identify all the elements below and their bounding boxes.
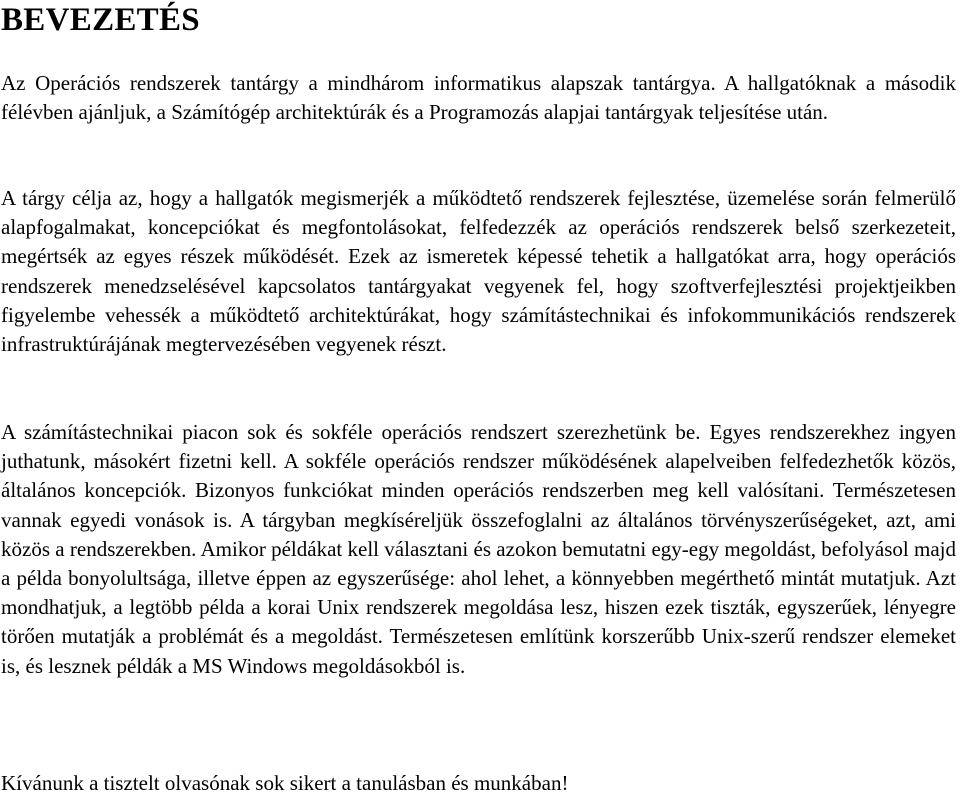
paragraph-intro: Az Operációs rendszerek tantárgy a mindhárom informatikus alapszak tantárgya. A hallgatóknak a második félévben ajánljuk, a Számítógép architektúrák és a Programozás alapjai tantárgyak teljesítése után. <box>1 71 956 125</box>
paragraph-course-goal: A tárgy célja az, hogy a hallgatók megismerjék a működtető rendszerek fejlesztése, üzemelése során felmerülő alapfogalmakat, koncepciókat és megfontolásokat, felfedezzék az operációs rendszerek belső szerkezeteit, megértsék az egyes részek működését. Ezek az ismeretek képessé tehetik a hallgatókat arra, hogy operációs rendszerek menedzselésével kapcsolatos tantárgyakat vegyenek fel, hogy szoftverfejlesztési projektjeikben figyelembe vehessék a működtető architektúrákat, hogy számítástechnikai és infokommunikációs rendszerek infrastruktúrájának megtervezésében vegyenek részt. <box>1 186 956 357</box>
paragraph-closing: Kívánunk a tisztelt olvasónak sok sikert a tanulásban és munkában! <box>1 771 569 795</box>
page-title: BEVEZETÉS <box>1 2 200 38</box>
paragraph-os-market: A számítástechnikai piacon sok és sokféle operációs rendszert szerezhetünk be. Egyes rendszerekhez ingyen juthatunk, másokért fizetni kell. A sokféle operációs rendszer működésének alapelveiben felfedezhetők közös, általános koncepciók. Bizonyos funkciókat minden operációs rendszerben meg kell valósítani. Természetesen vannak egyedi vonások is. A tárgyban megkíséreljük összefoglalni az általános törvényszerűségeket, azt, ami közös a rendszerekben. Amikor példákat kell választani és azokon bemutatni egy-egy megoldást, befolyásol majd a példa bonyolultsága, illetve éppen az egyszerűsége: ahol lehet, a könnyebben megérthető mintát mutatjuk. Azt mondhatjuk, a legtöbb példa a korai Unix rendszerek megoldása lesz, hiszen ezek tiszták, egyszerűek, lényegre törően mutatják a problémát és a megoldást. Természetesen említünk korszerűbb Unix-szerű rendszer elemeket is, és lesznek példák a MS Windows megoldásokból is. <box>1 420 956 678</box>
